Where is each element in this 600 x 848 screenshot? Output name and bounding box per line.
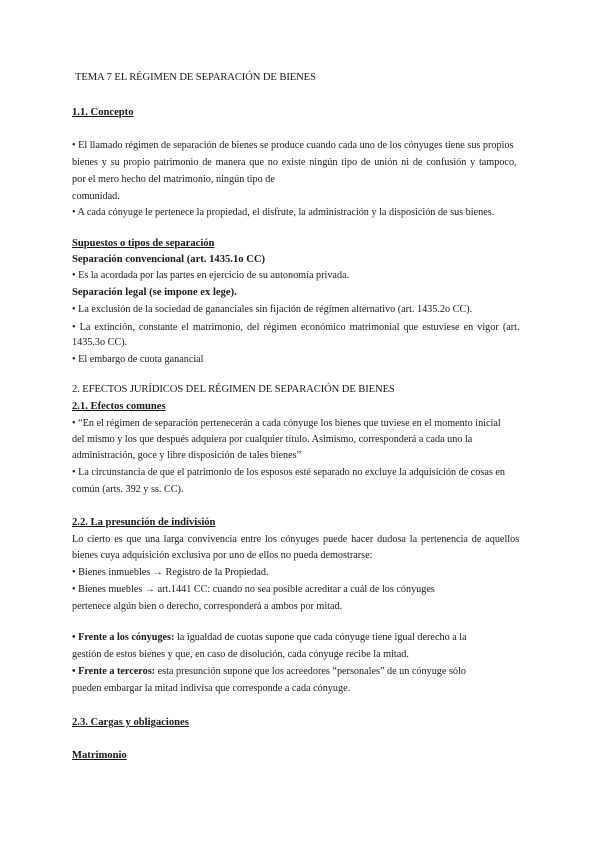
frente-terceros-line-1	[72, 664, 466, 679]
legal-item-3: • El embargo de cuota ganancial	[72, 354, 204, 365]
frente-conyuges-line-1	[72, 630, 467, 645]
efectos-item-2-line-2: común (arts. 392 y ss. CC).	[72, 484, 184, 495]
legal-item-2-line-1: • La extinción, constante el matrimonio, del régimen económico matrimonial que estuviese en vigor (art.	[72, 322, 520, 333]
bienes-inmuebles-item: • Bienes inmuebles → Registro de la Propiedad.	[72, 567, 269, 578]
presuncion-paragraph-line-2: bienes cuya adquisición exclusiva por uno de ellos no pueda demostrarse:	[72, 550, 373, 561]
efectos-item-1-line-2: del mismo y los que después adquiera por cualquier título. Asimismo, corresponderá a cada uno la	[72, 434, 473, 445]
convencional-item: • Es la acordada por las partes en ejercicio de su autonomía privada.	[72, 270, 350, 281]
section-2-2-heading: 2.2. La presunción de indivisión	[72, 517, 216, 528]
concepto-paragraph-line-3: por el mero hecho del matrimonio, ningún tipo de	[72, 174, 275, 185]
bienes-muebles-item-line-2: pertenece algún bien o derecho, corresponderá a ambos por mitad.	[72, 601, 343, 612]
section-2-heading: 2. EFECTOS JURÍDICOS DEL RÉGIMEN DE SEPARACIÓN DE BIENES	[72, 384, 395, 395]
frente-conyuges-text: la igualdad de cuotas supone que cada cónyuge tiene igual derecho a la	[174, 632, 467, 643]
section-2-3-heading: 2.3. Cargas y obligaciones	[72, 717, 189, 728]
separacion-convencional-heading: Separación convencional (art. 1435.1o CC)	[72, 254, 266, 265]
section-1-1-heading: 1.1. Concepto	[72, 107, 134, 118]
efectos-item-1-line-3: administración, goce y libre disposición de tales bienes”	[72, 450, 302, 461]
frente-terceros-text: esta presunción supone que los acreedores “personales” de un cónyuge sólo	[155, 666, 466, 677]
frente-terceros-line-2: pueden embargar la mitad indivisa que corresponde a cada cónyuge.	[72, 683, 351, 694]
frente-conyuges-line-2: gestión de estos bienes y que, en caso de disolución, cada cónyuge recibe la mitad.	[72, 649, 409, 660]
bienes-muebles-item-line-1: • Bienes muebles → art.1441 CC: cuando no sea posible acreditar a cuál de los cónyuges	[72, 584, 435, 595]
concepto-paragraph-line-4: comunidad.	[72, 191, 120, 202]
concepto-paragraph-2: • A cada cónyuge le pertenece la propiedad, el disfrute, la administración y la disposición de sus bienes.	[72, 207, 495, 218]
legal-item-2-line-2: 1435.3o CC).	[72, 337, 128, 348]
matrimonio-heading: Matrimonio	[72, 750, 127, 761]
section-2-1-heading: 2.1. Efectos comunes	[72, 401, 166, 412]
frente-conyuges-label: • Frente a los cónyuges:	[72, 632, 175, 643]
separacion-legal-heading: Separación legal (se impone ex lege).	[72, 287, 237, 298]
concepto-paragraph-line-2: bienes y su propio patrimonio de manera que no existe ningún tipo de unión ni de confusión y tampoco,	[72, 157, 517, 168]
efectos-item-1-line-1: • “En el régimen de separación pertenecerán a cada cónyuge los bienes que tuviese en el momento inicial	[72, 418, 501, 429]
supuestos-heading: Supuestos o tipos de separación	[72, 238, 215, 249]
document-title: TEMA 7 EL RÉGIMEN DE SEPARACIÓN DE BIENES	[75, 72, 316, 83]
presuncion-paragraph-line-1: Lo cierto es que una larga convivencia entre los cónyuges puede hacer dudosa la pertenencia de aquellos	[72, 534, 520, 545]
frente-terceros-label: • Frente a terceros:	[72, 666, 156, 677]
legal-item-1: • La exclusión de la sociedad de gananciales sin fijación de régimen alternativo (art. 1435.2o CC).	[72, 304, 473, 315]
efectos-item-2-line-1: • La circunstancia de que el patrimonio de los esposos esté separado no excluye la adquisición de cosas en	[72, 467, 505, 478]
concepto-paragraph-line-1: • El llamado régimen de separación de bienes se produce cuando cada uno de los cónyuges tiene sus propios	[72, 140, 514, 151]
